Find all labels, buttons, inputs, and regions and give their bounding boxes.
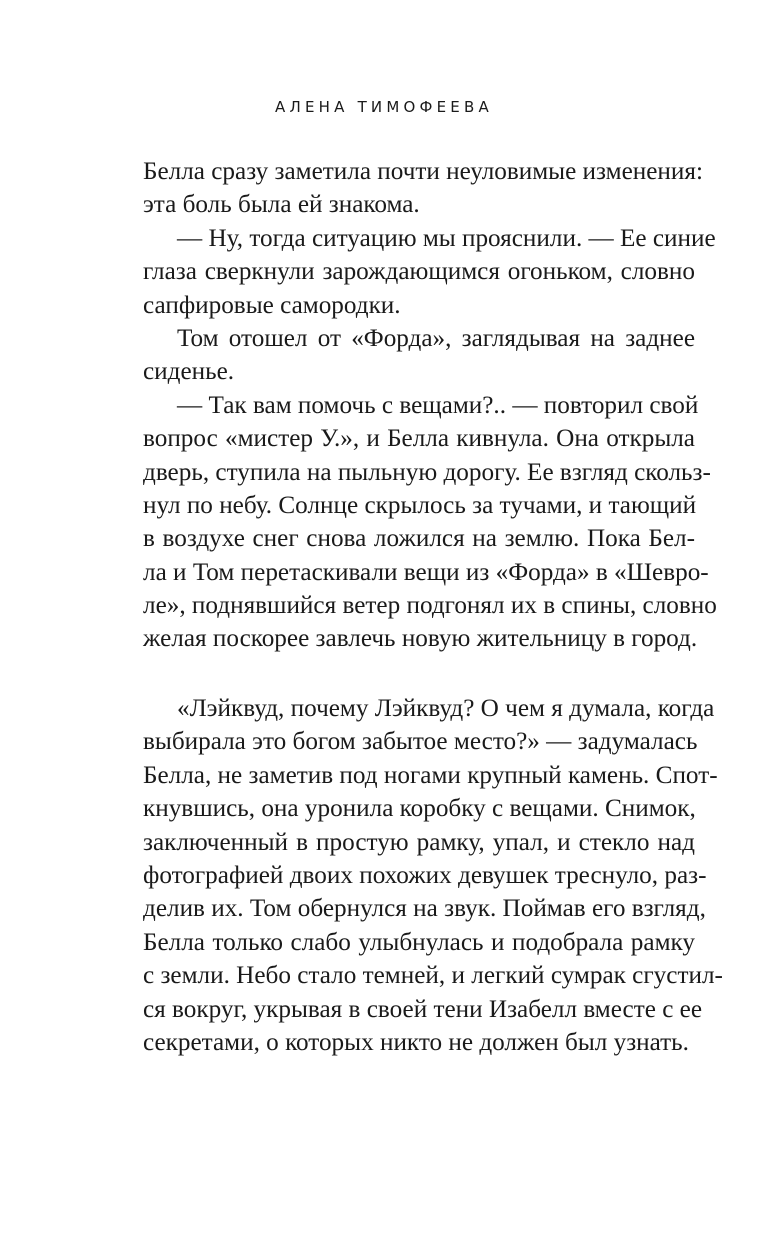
text-line: с земли. Небо стало темней, и легкий сумрак сгустил- — [143, 962, 723, 990]
text-line: делив их. Том обернулся на звук. Поймав его взгляд, — [143, 895, 706, 923]
text-line: ле», поднявшийся ветер подгонял их в спины, словно — [143, 592, 717, 620]
text-line: — Так вам помочь с вещами?.. — повторил свой — [177, 391, 699, 419]
text-line: дверь, ступила на пыльную дорогу. Ее взгляд скольз- — [143, 458, 711, 486]
running-header: АЛЕНА ТИМОФЕЕВА — [275, 98, 493, 116]
text-line: в воздухе снег снова ложился на землю. Пока Бел- — [143, 525, 695, 553]
text-line: ла и Том перетаскивали вещи из «Форда» в «Шевро- — [143, 558, 709, 586]
text-line: глаза сверкнули зарождающимся огоньком, словно — [143, 258, 695, 286]
text-line: нул по небу. Солнце скрылось за тучами, и тающий — [143, 491, 697, 519]
text-line: выбирала это богом забытое место?» — задумалась — [143, 728, 698, 756]
text-line: сиденье. — [143, 358, 235, 386]
text-line: сапфировые самородки. — [143, 291, 401, 319]
text-line: «Лэйквуд, почему Лэйквуд? О чем я думала, когда — [177, 695, 715, 722]
text-line: — Ну, тогда ситуацию мы прояснили. — Ее синие — [177, 224, 716, 252]
text-line: фотографией двоих похожих девушек треснуло, раз- — [143, 861, 707, 889]
text-line: ся вокруг, укрывая в своей тени Изабелл вместе с ее — [143, 995, 703, 1023]
text-line: эта боль была ей знакома. — [143, 191, 420, 219]
text-line: вопрос «мистер У.», и Белла кивнула. Она открыла — [143, 425, 695, 453]
text-line: желая поскорее завлечь новую жительницу в город. — [143, 625, 698, 653]
text-line: Том отошел от «Форда», заглядывая на заднее — [177, 324, 695, 352]
text-line: Белла, не заметив под ногами крупный камень. Спот- — [143, 761, 718, 789]
text-line: Белла только слабо улыбнулась и подобрала рамку — [143, 928, 695, 956]
text-line: секретами, о которых никто не должен был узнать. — [143, 1028, 689, 1056]
text-line: кнувшись, она уронила коробку с вещами. Снимок, — [143, 795, 696, 823]
text-block-2 — [143, 692, 723, 1059]
text-line: заключенный в простую рамку, упал, и стекло над — [143, 828, 695, 856]
text-line: Белла сразу заметила почти неуловимые изменения: — [143, 158, 703, 185]
text-block-1 — [143, 155, 717, 656]
